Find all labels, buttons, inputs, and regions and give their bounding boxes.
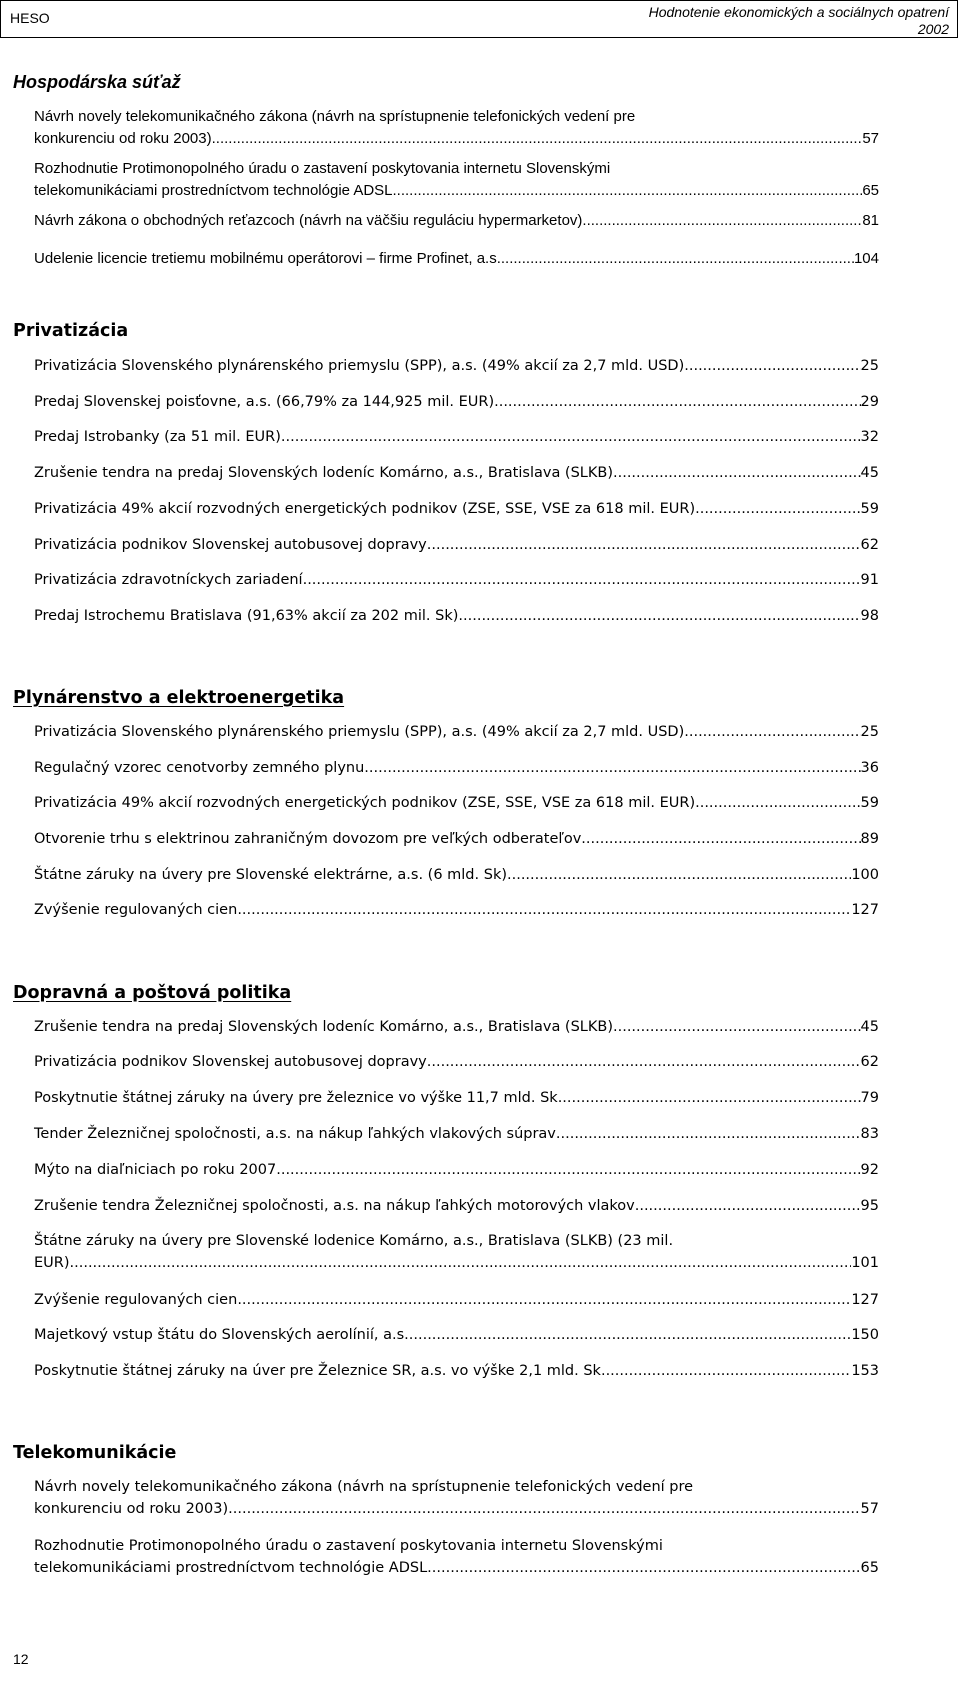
running-header [0, 0, 958, 38]
entry-final-line [34, 1557, 879, 1579]
entry-title: Udelenie licencie tretiemu mobilnému operátorovi – firme Profinet, a.s. [34, 250, 501, 267]
dot-leader [601, 1360, 851, 1382]
entry-text-line: Rozhodnutie Protimonopolného úradu o zastavení poskytovania internetu Slovenskými [34, 160, 611, 177]
dot-leader [556, 1123, 861, 1145]
entry-final-line [34, 498, 879, 520]
dot-leader [695, 792, 860, 814]
entry-final-line [34, 248, 879, 270]
entry-page-number: 101 [851, 1255, 879, 1271]
index-entry[interactable] [34, 1289, 879, 1311]
entry-final-line [34, 792, 879, 814]
entry-final-line [34, 1360, 879, 1382]
dot-leader [613, 1016, 861, 1038]
entry-page-number: 65 [860, 1560, 879, 1576]
entry-page-number: 59 [860, 795, 879, 811]
entry-title: konkurenciu od roku 2003). [34, 1501, 233, 1517]
entry-page-number: 32 [860, 429, 879, 445]
dot-leader [233, 1498, 861, 1520]
entry-page-number: 62 [860, 537, 879, 553]
entry-final-line [34, 899, 879, 921]
header-year: 2002 [917, 21, 949, 37]
index-entry[interactable] [34, 106, 879, 150]
header-org: HESO [10, 10, 50, 26]
entry-title: Zrušenie tendra na predaj Slovenských lodeníc Komárno, a.s., Bratislava (SLKB) [34, 1019, 613, 1035]
entry-title: telekomunikáciami prostredníctvom technológie ADSL [34, 1560, 428, 1576]
dot-leader [427, 534, 861, 556]
entry-page-number: 45 [860, 1019, 879, 1035]
index-entry[interactable] [34, 1324, 879, 1346]
entry-final-line [34, 1252, 879, 1274]
entry-page-number: 81 [862, 212, 879, 229]
entry-title: Tender Železničnej spoločnosti, a.s. na nákup ľahkých vlakových súprav [34, 1126, 556, 1142]
index-entry[interactable] [34, 899, 879, 921]
entry-title: Majetkový vstup štátu do Slovenských aerolínií, a.s. [34, 1327, 409, 1343]
dot-leader [237, 899, 851, 921]
index-entry[interactable] [34, 158, 879, 202]
entry-page-number: 104 [853, 250, 879, 267]
index-entry[interactable] [34, 248, 879, 270]
entry-page-number: 95 [860, 1198, 879, 1214]
dot-leader [216, 128, 863, 150]
entry-final-line [34, 180, 879, 202]
entry-title: Regulačný vzorec cenotvorby zemného plynu [34, 760, 365, 776]
entry-final-line [34, 757, 879, 779]
index-entry[interactable] [34, 1051, 879, 1073]
entry-page-number: 59 [860, 501, 879, 517]
entry-final-line [34, 128, 879, 150]
entry-title: Poskytnutie štátnej záruky na úver pre Železnice SR, a.s. vo výške 2,1 mld. Sk [34, 1363, 601, 1379]
entry-page-number: 57 [862, 130, 879, 147]
dot-leader [427, 1051, 861, 1073]
index-entry[interactable] [34, 1360, 879, 1382]
entry-page-number: 25 [860, 358, 879, 374]
index-entry[interactable] [34, 1087, 879, 1109]
entry-final-line [34, 426, 879, 448]
index-entry[interactable] [34, 605, 879, 627]
entry-final-line [34, 1195, 879, 1217]
dot-leader [582, 210, 862, 232]
dot-leader [558, 1087, 861, 1109]
index-entry[interactable] [34, 1535, 879, 1579]
entry-final-line [34, 391, 879, 413]
index-entry[interactable] [34, 721, 879, 743]
index-entry[interactable] [34, 1016, 879, 1038]
entry-page-number: 91 [860, 572, 879, 588]
entry-title: Privatizácia 49% akcií rozvodných energetických podnikov (ZSE, SSE, VSE za 618 mil. EUR) [34, 795, 696, 811]
entry-text-line: Návrh novely telekomunikačného zákona (návrh na sprístupnenie telefonických vedení pre [34, 1479, 694, 1495]
entry-page-number: 150 [851, 1327, 879, 1343]
dot-leader [494, 391, 860, 413]
dot-leader [507, 864, 851, 886]
entry-title: Privatizácia Slovenského plynárenského priemyslu (SPP), a.s. (49% akcií za 2,7 mld. USD) [34, 358, 685, 374]
entry-final-line [34, 1016, 879, 1038]
entry-title: Štátne záruky na úvery pre Slovenské elektrárne, a.s. (6 mld. Sk) [34, 867, 507, 883]
entry-title: konkurenciu od roku 2003). [34, 130, 216, 147]
entry-page-number: 62 [860, 1054, 879, 1070]
entry-title: Zvýšenie regulovaných cien [34, 902, 238, 918]
entry-final-line [34, 569, 879, 591]
entry-page-number: 127 [851, 902, 879, 918]
dot-leader [581, 828, 860, 850]
entry-title: Poskytnutie štátnej záruky na úvery pre železnice vo výške 11,7 mld. Sk [34, 1090, 558, 1106]
dot-leader [364, 757, 860, 779]
dot-leader [70, 1252, 852, 1274]
entry-final-line [34, 355, 879, 377]
index-entry[interactable] [34, 1476, 879, 1520]
index-entry[interactable] [34, 391, 879, 413]
section-title: Privatizácia [13, 321, 129, 341]
section-title: Dopravná a poštová politika [13, 983, 292, 1003]
entry-title: Privatizácia Slovenského plynárenského priemyslu (SPP), a.s. (49% akcií za 2,7 mld. USD) [34, 724, 685, 740]
section-title: Telekomunikácie [13, 1443, 177, 1463]
entry-page-number: 25 [860, 724, 879, 740]
entry-title: Privatizácia 49% akcií rozvodných energetických podnikov (ZSE, SSE, VSE za 618 mil. EUR) [34, 501, 696, 517]
entry-final-line [34, 1123, 879, 1145]
dot-leader [393, 180, 863, 202]
dot-leader [409, 1324, 852, 1346]
header-title-block [649, 4, 949, 38]
entry-page-number: 65 [862, 182, 879, 199]
entry-title: Návrh zákona o obchodných reťazcoch (návrh na väčšiu reguláciu hypermarketov) [34, 212, 583, 229]
index-entry[interactable] [34, 1195, 879, 1217]
entry-page-number: 100 [851, 867, 879, 883]
entry-title: Zvýšenie regulovaných cien [34, 1292, 238, 1308]
dot-leader [635, 1195, 861, 1217]
entry-page-number: 83 [860, 1126, 879, 1142]
entry-title: Otvorenie trhu s elektrinou zahraničným dovozom pre veľkých odberateľov [34, 831, 582, 847]
entry-final-line [34, 210, 879, 232]
section-title: Plynárenstvo a elektroenergetika [13, 688, 345, 708]
dot-leader [281, 426, 861, 448]
entry-page-number: 36 [860, 760, 879, 776]
dot-leader [684, 355, 860, 377]
index-entry[interactable] [34, 569, 879, 591]
entry-final-line [34, 1324, 879, 1346]
index-entry[interactable] [34, 462, 879, 484]
entry-title: Zrušenie tendra na predaj Slovenských lodeníc Komárno, a.s., Bratislava (SLKB) [34, 465, 613, 481]
dot-leader [427, 1557, 860, 1579]
entry-final-line [34, 864, 879, 886]
entry-text-line: Rozhodnutie Protimonopolného úradu o zastavení poskytovania internetu Slovenskými [34, 1538, 663, 1554]
entry-page-number: 79 [860, 1090, 879, 1106]
entry-page-number: 29 [860, 394, 879, 410]
dot-leader [684, 721, 860, 743]
entry-page-number: 92 [860, 1162, 879, 1178]
index-entry[interactable] [34, 1230, 879, 1274]
entry-title: Privatizácia zdravotníckych zariadení [34, 572, 303, 588]
dot-leader [276, 1159, 860, 1181]
index-entry[interactable] [34, 792, 879, 814]
index-entry[interactable] [34, 355, 879, 377]
entry-final-line [34, 1289, 879, 1311]
index-entry[interactable] [34, 757, 879, 779]
entry-text-line: Štátne záruky na úvery pre Slovenské lodenice Komárno, a.s., Bratislava (SLKB) (23 mil. [34, 1233, 674, 1249]
entry-final-line [34, 1087, 879, 1109]
entry-page-number: 98 [860, 608, 879, 624]
page-number: 12 [13, 1651, 29, 1667]
index-entry[interactable] [34, 534, 879, 556]
entry-final-line [34, 534, 879, 556]
index-entry[interactable] [34, 498, 879, 520]
dot-leader [501, 248, 854, 270]
index-entry[interactable] [34, 864, 879, 886]
index-entry[interactable] [34, 426, 879, 448]
entry-title: Privatizácia podnikov Slovenskej autobusovej dopravy [34, 537, 427, 553]
entry-page-number: 89 [860, 831, 879, 847]
entry-title: Predaj Slovenskej poisťovne, a.s. (66,79% za 144,925 mil. EUR) [34, 394, 495, 410]
entry-title: EUR) [34, 1255, 70, 1271]
entry-final-line [34, 462, 879, 484]
entry-title: telekomunikáciami prostredníctvom technológie ADSL [34, 182, 393, 199]
header-title: Hodnotenie ekonomických a sociálnych opatrení [648, 4, 949, 20]
entry-title: Predaj Istrochemu Bratislava (91,63% akcií za 202 mil. Sk) [34, 608, 459, 624]
index-entry[interactable] [34, 828, 879, 850]
dot-leader [237, 1289, 851, 1311]
entry-final-line [34, 605, 879, 627]
index-entry[interactable] [34, 1159, 879, 1181]
entry-final-line [34, 828, 879, 850]
dot-leader [458, 605, 860, 627]
entry-text-line: Návrh novely telekomunikačného zákona (návrh na sprístupnenie telefonických vedení pre [34, 108, 636, 125]
entry-title: Predaj Istrobanky (za 51 mil. EUR) [34, 429, 281, 445]
entry-title: Mýto na diaľniciach po roku 2007 [34, 1162, 277, 1178]
entry-page-number: 127 [851, 1292, 879, 1308]
index-entry[interactable] [34, 210, 879, 232]
entry-title: Zrušenie tendra Železničnej spoločnosti, a.s. na nákup ľahkých motorových vlakov [34, 1198, 635, 1214]
entry-final-line [34, 721, 879, 743]
entry-page-number: 45 [860, 465, 879, 481]
dot-leader [695, 498, 860, 520]
entry-page-number: 153 [851, 1363, 879, 1379]
entry-title: Privatizácia podnikov Slovenskej autobusovej dopravy [34, 1054, 427, 1070]
entry-page-number: 57 [860, 1501, 879, 1517]
dot-leader [613, 462, 861, 484]
entry-final-line [34, 1498, 879, 1520]
index-entry[interactable] [34, 1123, 879, 1145]
entry-final-line [34, 1159, 879, 1181]
section-title: Hospodárska súťaž [13, 72, 181, 92]
dot-leader [303, 569, 861, 591]
entry-final-line [34, 1051, 879, 1073]
